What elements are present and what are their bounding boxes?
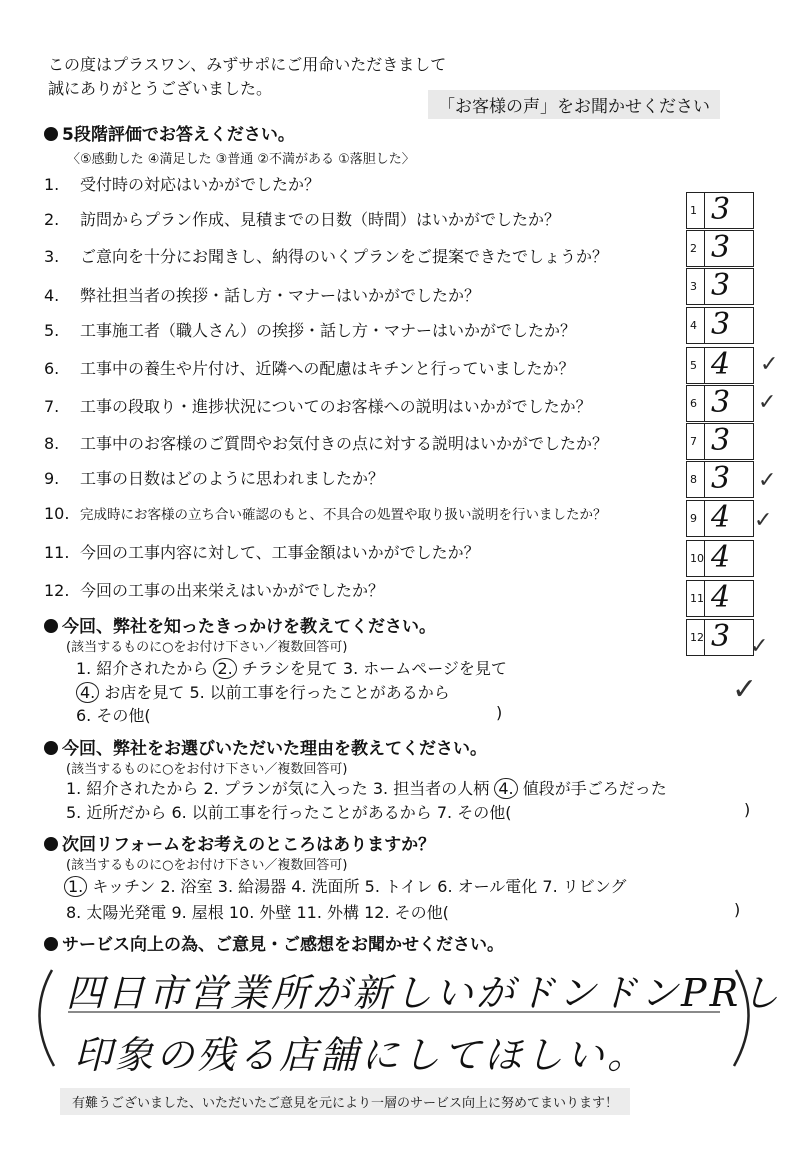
- intro-line-2: 誠にありがとうございました。: [48, 79, 273, 98]
- score-box-number: 8: [690, 473, 697, 486]
- score-box-divider: [704, 501, 705, 536]
- score-box-value[interactable]: 3: [711, 268, 731, 303]
- score-box-value[interactable]: 4: [711, 347, 731, 382]
- score-box-number: 2: [690, 242, 697, 255]
- question-text: 完成時にお客様の立ち合い確認のもと、不具合の処置や取り扱い説明を行いましたか？: [80, 507, 607, 523]
- how-known-other-close: ): [496, 703, 503, 722]
- next-reform-header: 次回リフォームをお考えのところはありますか？: [44, 830, 435, 855]
- score-box-3[interactable]: [686, 268, 754, 305]
- score-box-1[interactable]: [686, 192, 754, 229]
- why-chosen-note: (該当するものに○をお付け下さい／複数回答可): [66, 762, 348, 777]
- rating-question-4: [44, 283, 480, 306]
- rating-question-10: [44, 503, 607, 523]
- how-known-other-field[interactable]: 6. その他(: [76, 706, 151, 725]
- check-mark-icon: ✓: [754, 508, 773, 533]
- bullet-icon: [44, 937, 58, 951]
- option-flyer-circled[interactable]: 2.: [213, 658, 236, 679]
- question-text: ご意向を十分にお聞きし、納得のいくプランをご提案できたでしょうか？: [80, 247, 609, 266]
- check-mark-icon: ✓: [732, 672, 758, 707]
- score-box-number: 3: [690, 280, 697, 293]
- why-options-1-3[interactable]: 1. 紹介されたから 2. プランが気に入った 3. 担当者の人柄: [66, 779, 490, 798]
- score-box-divider: [704, 269, 705, 304]
- score-box-number: 12: [690, 631, 704, 644]
- score-box-divider: [704, 386, 705, 421]
- score-box-value[interactable]: 4: [711, 540, 731, 575]
- question-number: 11.: [44, 543, 70, 562]
- question-text: 今回の工事の出来栄えはいかがでしたか？: [80, 581, 385, 600]
- bullet-icon: [44, 741, 58, 755]
- score-box-value[interactable]: 3: [711, 385, 731, 420]
- score-box-value[interactable]: 3: [711, 230, 731, 265]
- score-box-4[interactable]: [686, 307, 754, 344]
- rating-question-8: [44, 431, 608, 454]
- rating-question-11: [44, 540, 480, 563]
- next-reform-note: (該当するものに○をお付け下さい／複数回答可): [66, 858, 348, 873]
- question-number: 5.: [44, 321, 60, 340]
- question-text: 工事施工者（職人さん）の挨拶・話し方・マナーはいかがでしたか？: [80, 321, 577, 340]
- score-box-8[interactable]: [686, 461, 754, 498]
- question-number: 8.: [44, 434, 60, 453]
- score-box-value[interactable]: 3: [711, 461, 731, 496]
- question-number: 12.: [44, 581, 70, 600]
- option-price[interactable]: 値段が手ごろだった: [522, 779, 667, 798]
- score-box-divider: [704, 231, 705, 266]
- score-box-value[interactable]: 3: [711, 307, 731, 342]
- score-box-value[interactable]: 3: [711, 619, 731, 654]
- question-number: 7.: [44, 397, 60, 416]
- intro-line-1: この度はプラスワン、みずサポにご用命いただきまして: [48, 55, 447, 74]
- bullet-icon: [44, 619, 58, 633]
- bullet-icon: [44, 127, 58, 141]
- score-box-number: 7: [690, 435, 697, 448]
- question-number: 9.: [44, 469, 60, 488]
- score-box-6[interactable]: [686, 385, 754, 422]
- score-box-9[interactable]: [686, 500, 754, 537]
- question-number: 10.: [44, 504, 70, 523]
- score-box-value[interactable]: 3: [711, 423, 731, 458]
- score-box-divider: [704, 308, 705, 343]
- score-box-divider: [704, 541, 705, 576]
- question-number: 1.: [44, 175, 60, 194]
- rating-question-1: [44, 172, 320, 195]
- why-chosen-options-line-2[interactable]: 5. 近所だから 6. 以前工事を行ったことがあるから 7. その他(: [66, 803, 512, 822]
- check-mark-icon: ✓: [750, 634, 769, 659]
- question-number: 6.: [44, 359, 60, 378]
- rating-question-9: [44, 466, 384, 489]
- rating-question-6: [44, 356, 575, 379]
- score-box-11[interactable]: [686, 580, 754, 617]
- score-box-number: 5: [690, 359, 697, 372]
- comments-header: サービス向上の為、ご意見・ご感想をお聞かせください。: [44, 930, 504, 955]
- question-number: 3.: [44, 247, 60, 266]
- score-box-2[interactable]: [686, 230, 754, 267]
- question-text: 工事の段取り・進捗状況についてのお客様への説明はいかがでしたか？: [80, 397, 592, 416]
- question-text: 工事中のお客様のご質問やお気付きの点に対する説明はいかがでしたか？: [80, 434, 609, 453]
- rating-question-12: [44, 578, 384, 601]
- next-reform-options-line-2[interactable]: 8. 太陽光発電 9. 屋根 10. 外壁 11. 外構 12. その他(: [66, 903, 449, 922]
- handwritten-comment-line-2[interactable]: 印象の残る店舗にしてほしい。: [74, 1033, 649, 1077]
- score-box-divider: [704, 581, 705, 616]
- how-known-options-line-1: [76, 656, 507, 679]
- rating-question-2: [44, 207, 560, 230]
- how-known-options-line-2: [76, 680, 450, 703]
- how-known-note: (該当するものに○をお付け下さい／複数回答可): [66, 640, 348, 655]
- why-chosen-other-close: ): [744, 800, 751, 819]
- score-box-number: 10: [690, 552, 704, 565]
- question-text: 工事の日数はどのように思われましたか？: [80, 469, 385, 488]
- score-box-value[interactable]: 3: [711, 192, 731, 227]
- score-box-5[interactable]: [686, 347, 754, 384]
- score-box-12[interactable]: [686, 619, 754, 656]
- handwritten-comment-line-1[interactable]: 四日市営業所が新しいがドンドンPRし: [66, 971, 783, 1015]
- next-reform-options[interactable]: キッチン 2. 浴室 3. 給湯器 4. 洗面所 5. トイレ 6. オール電化 7. リビング: [92, 877, 627, 896]
- check-mark-icon: ✓: [760, 352, 779, 377]
- option-price-circled[interactable]: 4.: [494, 778, 517, 799]
- question-text: 工事中の養生や片付け、近隣への配慮はキチンと行っていましたか？: [80, 359, 575, 378]
- rating-question-7: [44, 394, 592, 417]
- next-reform-options-line-1: [64, 874, 626, 897]
- question-number: 4.: [44, 286, 60, 305]
- score-box-number: 4: [690, 319, 697, 332]
- score-box-number: 6: [690, 397, 697, 410]
- rating-question-3: [44, 244, 608, 267]
- customer-voice-banner: 「お客様の声」をお聞かせください: [428, 90, 720, 119]
- score-box-10[interactable]: [686, 540, 754, 577]
- next-reform-other-close: ): [734, 900, 741, 919]
- question-text: 訪問からプラン作成、見積までの日数（時間）はいかがでしたか？: [80, 210, 561, 229]
- thank-you-footer: 有難うございました、いただいたご意見を元により一層のサービス向上に努めてまいります！: [60, 1088, 630, 1115]
- question-text: 弊社担当者の挨拶・話し方・マナーはいかがでしたか？: [80, 286, 481, 305]
- score-box-divider: [704, 193, 705, 228]
- option-store-previous[interactable]: お店を見て 5. 以前工事を行ったことがあるから: [104, 683, 450, 702]
- score-box-number: 1: [690, 204, 697, 217]
- score-box-value[interactable]: 4: [711, 500, 731, 535]
- rating-legend: 〈⑤感動した ④満足した ③普通 ②不満がある ①落胆した〉: [67, 152, 415, 167]
- score-box-number: 9: [690, 512, 697, 525]
- question-number: 2.: [44, 210, 60, 229]
- score-box-value[interactable]: 4: [711, 580, 731, 615]
- option-referral[interactable]: 1. 紹介されたから: [76, 659, 209, 678]
- question-text: 受付時の対応はいかがでしたか？: [80, 175, 321, 194]
- check-mark-icon: ✓: [758, 468, 777, 493]
- score-box-divider: [704, 424, 705, 459]
- option-flyer-homepage[interactable]: チラシを見て 3. ホームページを見て: [241, 659, 507, 678]
- option-kitchen-circled[interactable]: 1.: [64, 876, 87, 897]
- score-box-number: 11: [690, 592, 704, 605]
- why-chosen-options-line-1: [66, 776, 667, 799]
- how-known-header: 今回、弊社を知ったきっかけを教えてください。: [44, 612, 436, 637]
- rating-section-header: 5段階評価でお答えください。: [44, 120, 295, 145]
- check-mark-icon: ✓: [758, 390, 777, 415]
- question-text: 今回の工事内容に対して、工事金額はいかがでしたか？: [80, 543, 480, 562]
- score-box-divider: [704, 620, 705, 655]
- score-box-divider: [704, 462, 705, 497]
- option-store-circled[interactable]: 4.: [76, 682, 99, 703]
- why-chosen-header: 今回、弊社をお選びいただいた理由を教えてください。: [44, 734, 487, 759]
- score-box-7[interactable]: [686, 423, 754, 460]
- bullet-icon: [44, 837, 58, 851]
- score-box-divider: [704, 348, 705, 383]
- rating-question-5: [44, 318, 576, 341]
